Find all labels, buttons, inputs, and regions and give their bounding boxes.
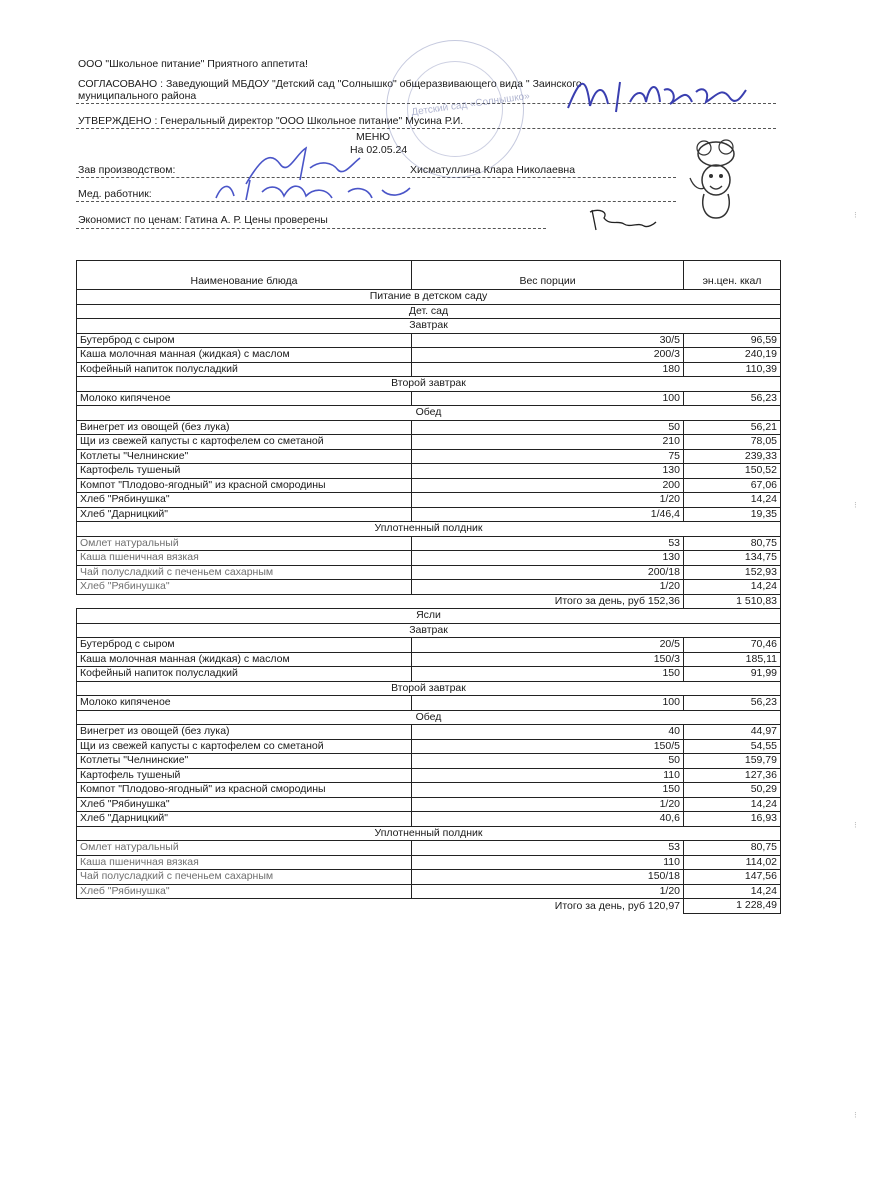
section-row (77, 304, 781, 319)
table-row (77, 638, 781, 653)
dish-name: Щи из свежей капусты с картофелем со сметаной (77, 435, 412, 450)
energy-kcal: 80,75 (684, 536, 781, 551)
table-row (77, 565, 781, 580)
approved-line-1: СОГЛАСОВАНО : Заведующий МБДОУ "Детский сад "Солнышко" общеразвивающего вида " Заинского (78, 78, 582, 90)
column-header-kcal: эн.цен. ккал (684, 261, 781, 290)
dish-name: Хлеб "Рябинушка" (77, 797, 412, 812)
energy-kcal: 159,79 (684, 754, 781, 769)
portion-weight: 50 (412, 754, 684, 769)
column-header-weight: Вес порции (412, 261, 684, 290)
table-row (77, 449, 781, 464)
dish-name: Каша пшеничная вязкая (77, 855, 412, 870)
dish-name: Чай полусладкий с печеньем сахарным (77, 565, 412, 580)
dish-name: Компот "Плодово-ягодный" из красной смородины (77, 478, 412, 493)
portion-weight: 200/3 (412, 348, 684, 363)
dish-name: Молоко кипяченое (77, 696, 412, 711)
table-row (77, 652, 781, 667)
menu-title: МЕНЮ (356, 131, 390, 143)
dish-name: Котлеты "Челнинские" (77, 754, 412, 769)
table-row (77, 841, 781, 856)
table-row (77, 739, 781, 754)
portion-weight: 40 (412, 725, 684, 740)
portion-weight: 1/20 (412, 493, 684, 508)
table-row (77, 580, 781, 595)
dish-name: Винегрет из овощей (без лука) (77, 420, 412, 435)
portion-weight: 210 (412, 435, 684, 450)
portion-weight: 130 (412, 551, 684, 566)
section-label: Питание в детском саду (77, 290, 781, 305)
portion-weight: 150/5 (412, 739, 684, 754)
section-row (77, 681, 781, 696)
total-label: Итого за день, руб 152,36 (77, 594, 684, 609)
production-name: Хисматуллина Клара Николаевна (410, 164, 576, 176)
scan-mark: ⁝ (854, 1110, 857, 1120)
dish-name: Хлеб "Рябинушка" (77, 580, 412, 595)
table-row (77, 536, 781, 551)
approved-line-2: муниципального района (78, 90, 197, 102)
dish-name: Каша пшеничная вязкая (77, 551, 412, 566)
energy-kcal: 78,05 (684, 435, 781, 450)
scan-mark: ⁝ (854, 210, 857, 220)
dish-name: Хлеб "Рябинушка" (77, 884, 412, 899)
energy-kcal: 150,52 (684, 464, 781, 479)
medic-label: Мед. работник: (78, 188, 152, 200)
table-row (77, 783, 781, 798)
portion-weight: 53 (412, 536, 684, 551)
total-row (77, 899, 781, 914)
dish-name: Картофель тушеный (77, 768, 412, 783)
dish-name: Каша молочная манная (жидкая) с маслом (77, 652, 412, 667)
scan-mark: ⁝ (854, 500, 857, 510)
portion-weight: 110 (412, 768, 684, 783)
energy-kcal: 67,06 (684, 478, 781, 493)
section-label: Второй завтрак (77, 377, 781, 392)
table-row (77, 420, 781, 435)
portion-weight: 150 (412, 667, 684, 682)
energy-kcal: 147,56 (684, 870, 781, 885)
portion-weight: 110 (412, 855, 684, 870)
section-row (77, 290, 781, 305)
section-label: Уплотненный полдник (77, 522, 781, 537)
table-row (77, 478, 781, 493)
energy-kcal: 14,24 (684, 580, 781, 595)
company-line: ООО "Школьное питание" Приятного аппетита! (78, 58, 308, 70)
portion-weight: 150/18 (412, 870, 684, 885)
menu-table (76, 260, 781, 914)
section-label: Завтрак (77, 319, 781, 334)
table-row (77, 725, 781, 740)
dish-name: Каша молочная манная (жидкая) с маслом (77, 348, 412, 363)
energy-kcal: 70,46 (684, 638, 781, 653)
dish-name: Хлеб "Дарницкий" (77, 812, 412, 827)
energy-kcal: 96,59 (684, 333, 781, 348)
dish-name: Хлеб "Рябинушка" (77, 493, 412, 508)
dish-name: Щи из свежей капусты с картофелем со сметаной (77, 739, 412, 754)
dish-name: Омлет натуральный (77, 841, 412, 856)
dish-name: Молоко кипяченое (77, 391, 412, 406)
section-row (77, 826, 781, 841)
dish-name: Чай полусладкий с печеньем сахарным (77, 870, 412, 885)
table-header-row (77, 261, 781, 290)
section-label: Завтрак (77, 623, 781, 638)
total-kcal: 1 228,49 (684, 899, 781, 914)
energy-kcal: 16,93 (684, 812, 781, 827)
energy-kcal: 19,35 (684, 507, 781, 522)
chef-mascot-icon (684, 138, 748, 222)
energy-kcal: 56,23 (684, 391, 781, 406)
director-signature (560, 68, 750, 120)
table-row (77, 435, 781, 450)
portion-weight: 200 (412, 478, 684, 493)
section-row (77, 319, 781, 334)
energy-kcal: 110,39 (684, 362, 781, 377)
portion-weight: 1/20 (412, 884, 684, 899)
dish-name: Картофель тушеный (77, 464, 412, 479)
energy-kcal: 56,21 (684, 420, 781, 435)
section-row (77, 406, 781, 421)
total-kcal: 1 510,83 (684, 594, 781, 609)
table-row (77, 797, 781, 812)
dish-name: Бутерброд с сыром (77, 333, 412, 348)
portion-weight: 100 (412, 391, 684, 406)
table-row (77, 768, 781, 783)
economist-divider (76, 228, 546, 229)
portion-weight: 130 (412, 464, 684, 479)
energy-kcal: 44,97 (684, 725, 781, 740)
energy-kcal: 240,19 (684, 348, 781, 363)
production-label: Зав производством: (78, 164, 176, 176)
portion-weight: 150/3 (412, 652, 684, 667)
dish-name: Хлеб "Дарницкий" (77, 507, 412, 522)
table-row (77, 812, 781, 827)
table-row (77, 667, 781, 682)
energy-kcal: 56,23 (684, 696, 781, 711)
dish-name: Котлеты "Челнинские" (77, 449, 412, 464)
portion-weight: 30/5 (412, 333, 684, 348)
total-label: Итого за день, руб 120,97 (77, 899, 684, 914)
dish-name: Компот "Плодово-ягодный" из красной смородины (77, 783, 412, 798)
portion-weight: 75 (412, 449, 684, 464)
table-row (77, 362, 781, 377)
menu-date: На 02.05.24 (350, 144, 408, 156)
dish-name: Кофейный напиток полусладкий (77, 362, 412, 377)
table-row (77, 464, 781, 479)
energy-kcal: 134,75 (684, 551, 781, 566)
section-label: Дет. сад (77, 304, 781, 319)
table-row (77, 507, 781, 522)
energy-kcal: 50,29 (684, 783, 781, 798)
section-row (77, 623, 781, 638)
energy-kcal: 185,11 (684, 652, 781, 667)
dish-name: Винегрет из овощей (без лука) (77, 725, 412, 740)
portion-weight: 180 (412, 362, 684, 377)
portion-weight: 50 (412, 420, 684, 435)
portion-weight: 1/46,4 (412, 507, 684, 522)
dish-name: Бутерброд с сыром (77, 638, 412, 653)
table-row (77, 551, 781, 566)
table-row (77, 754, 781, 769)
menu-table-body (77, 290, 781, 914)
table-row (77, 696, 781, 711)
total-row (77, 594, 781, 609)
energy-kcal: 54,55 (684, 739, 781, 754)
portion-weight: 1/20 (412, 580, 684, 595)
section-label: Ясли (77, 609, 781, 624)
economist-signature (586, 204, 660, 234)
energy-kcal: 14,24 (684, 493, 781, 508)
approved-by-line: УТВЕРЖДЕНО : Генеральный директор "ООО Школьное питание" Мусина Р.И. (78, 115, 464, 127)
portion-weight: 150 (412, 783, 684, 798)
table-row (77, 870, 781, 885)
section-label: Обед (77, 406, 781, 421)
section-row (77, 710, 781, 725)
energy-kcal: 127,36 (684, 768, 781, 783)
portion-weight: 53 (412, 841, 684, 856)
portion-weight: 100 (412, 696, 684, 711)
section-row (77, 609, 781, 624)
table-row (77, 855, 781, 870)
dish-name: Омлет натуральный (77, 536, 412, 551)
dish-name: Кофейный напиток полусладкий (77, 667, 412, 682)
scan-mark: ⁝ (854, 820, 857, 830)
section-label: Второй завтрак (77, 681, 781, 696)
energy-kcal: 114,02 (684, 855, 781, 870)
portion-weight: 40,6 (412, 812, 684, 827)
energy-kcal: 14,24 (684, 797, 781, 812)
portion-weight: 20/5 (412, 638, 684, 653)
column-header-dish: Наименование блюда (77, 261, 412, 290)
section-row (77, 377, 781, 392)
portion-weight: 200/18 (412, 565, 684, 580)
energy-kcal: 239,33 (684, 449, 781, 464)
energy-kcal: 91,99 (684, 667, 781, 682)
table-row (77, 884, 781, 899)
portion-weight: 1/20 (412, 797, 684, 812)
table-row (77, 348, 781, 363)
section-label: Обед (77, 710, 781, 725)
economist-line: Экономист по ценам: Гатина А. Р. Цены проверены (78, 214, 328, 226)
table-row (77, 493, 781, 508)
section-row (77, 522, 781, 537)
medic-signature (210, 172, 430, 206)
energy-kcal: 14,24 (684, 884, 781, 899)
section-label: Уплотненный полдник (77, 826, 781, 841)
organization-stamp (386, 40, 531, 178)
table-row (77, 333, 781, 348)
stamp-text: Детский сад «Солнышко» (410, 90, 531, 119)
table-row (77, 391, 781, 406)
energy-kcal: 80,75 (684, 841, 781, 856)
energy-kcal: 152,93 (684, 565, 781, 580)
